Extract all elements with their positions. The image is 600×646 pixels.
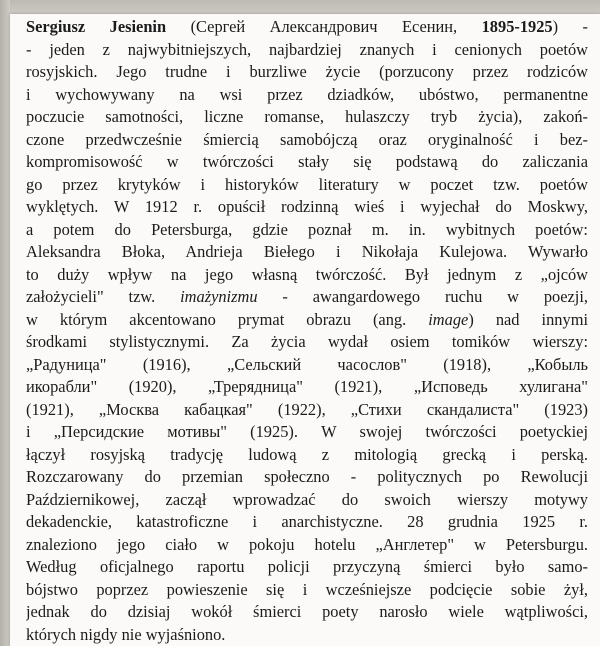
years-close: ) -	[552, 17, 588, 36]
text-line: czone przedwcześnie śmiercią samobójczą oraz oryginalność i bez-	[26, 129, 588, 149]
text-line	[26, 16, 588, 39]
text-line: wyklętych. W 1912 r. opuścił rodzinną wieś i wyjechał do Moskwy,	[26, 197, 588, 216]
text-line	[26, 286, 588, 309]
text-line: kompromisowość w twórczości stały się podstawą do zaliczania	[26, 152, 588, 171]
text-line: - jeden z najwybitniejszych, najbardziej znanych i cenionych poetów	[26, 39, 588, 59]
avant-garde-text: - awangardowego ruchu w poezji,	[282, 287, 588, 306]
biography-text	[26, 16, 588, 646]
text-line: Rozczarowany do przemian społeczno - politycznych po Rewolucji	[26, 467, 588, 486]
poet-name-russian: (Сергей Александрович Есенин,	[190, 17, 458, 36]
founders-text: założycieli" tzw.	[26, 287, 156, 306]
text-line: dekadenckie, katastroficzne i anarchistyczne. 28 grudnia 1925 r.	[26, 512, 588, 531]
text-line: Aleksandra Błoka, Andrieja Biełego i Nikołaja Kulejowa. Wywarło	[26, 242, 588, 261]
text-line: których nigdy nie wyjaśniono.	[26, 624, 226, 644]
background-left-edge	[0, 0, 10, 646]
text-line: „Радуница" (1916), „Сельский часослов" (1918), „Кобыль	[26, 354, 588, 374]
text-line: bójstwo poprzez powieszenie się i wcześniejsze podcięcie sobie żył,	[26, 579, 588, 599]
text-line: (1921), „Москва кабацкая" (1922), „Стихи скандалиста" (1923)	[26, 399, 588, 419]
text-line: a potem do Petersburga, gdzie poznał m. in. wybitnych poetów:	[26, 219, 588, 239]
printed-page	[10, 14, 600, 646]
text-line: środkami stylistycznymi. Za życia wydał osiem tomików wierszy:	[26, 332, 588, 351]
text-line: Październikowej, zaczął wprowadzać do swoich wierszy motywy	[26, 489, 588, 509]
text-line: go przez krytyków i historyków literatury w poczet tzw. poetów	[26, 174, 588, 194]
text-line: poczucie samotności, liczne romanse, hulaszczy tryb życia), zakoń-	[26, 107, 588, 126]
text-line: икорабли" (1920), „Трерядница" (1921), „Исповедь хулигана"	[26, 377, 588, 396]
text-line: i wychowywany na wsi przez dziadków, ubóstwo, permanentne	[26, 84, 588, 104]
imaginism-term: imażynizmu	[180, 287, 258, 306]
image-text-post: ) nad innymi	[468, 309, 588, 329]
poet-years: 1895-1925	[481, 17, 553, 36]
text-line: rosyjskich. Jego trudne i burzliwe życie (porzucony przez rodziców	[26, 62, 588, 81]
image-text-pre: w którym akcentowano prymat obrazu (ang.	[26, 309, 407, 329]
text-line: to duży wpływ na jego własną twórczość. Był jednym z „ojców	[26, 264, 588, 284]
poet-name: Sergiusz Jesienin	[26, 17, 167, 36]
text-line: i „Персидские мотивы" (1925). W swojej twórczości poetyckiej	[26, 422, 588, 441]
image-term: image	[428, 309, 469, 329]
text-line: łączył rosyjską tradycję ludową z mitologią grecką i perską.	[26, 444, 588, 464]
text-line: Według oficjalnego raportu policji przyczyną śmierci było samo-	[26, 557, 588, 576]
text-line: znaleziono jego ciało w pokoju hotelu „Англетер" w Petersburgu.	[26, 534, 588, 554]
text-line: jednak do dzisiaj wokół śmierci poety narosło wiele wątpliwości,	[26, 602, 588, 621]
text-line	[26, 309, 588, 332]
